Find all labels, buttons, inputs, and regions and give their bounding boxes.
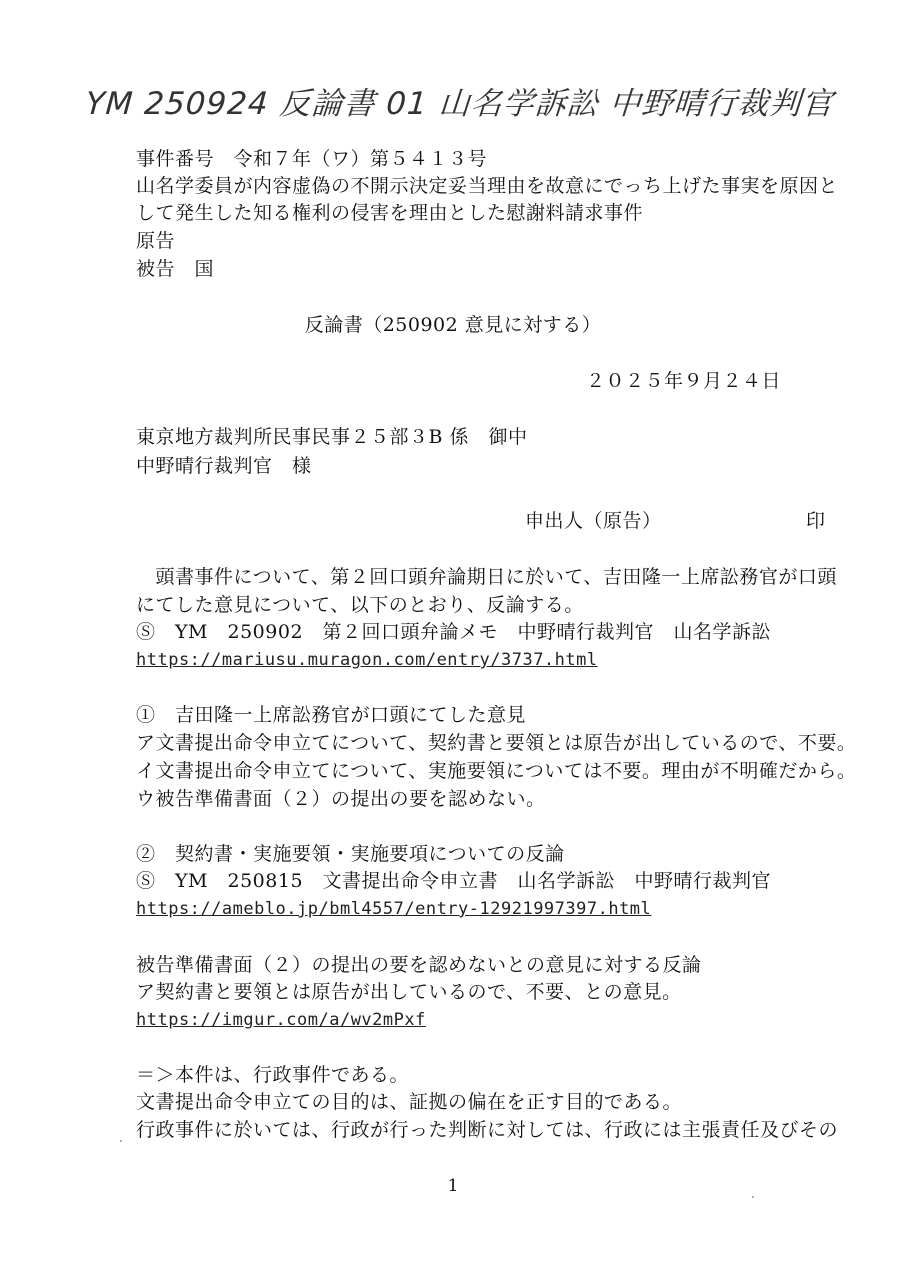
body-line-2: 文書提出命令申立ての目的は、証拠の偏在を正す目的である。: [136, 1091, 683, 1113]
section-1-heading: ① 吉田隆一上席訟務官が口頭にてした意見: [136, 704, 527, 726]
scan-speck: [752, 1196, 754, 1198]
case-number: 事件番号 令和７年（ワ）第５４１３号: [136, 148, 488, 170]
reference-1-text: Ⓢ YM 250902 第２回口頭弁論メモ 中野晴行裁判官 山名学訴訟: [136, 621, 772, 643]
section-3-item-a: ア契約書と要領とは原告が出しているので、不要、との意見。: [136, 981, 682, 1003]
page-number: 1: [447, 1176, 459, 1196]
addressee-judge: 中野晴行裁判官 様: [136, 455, 312, 477]
section-2-heading: ② 契約書・実施要領・実施要項についての反論: [136, 843, 565, 865]
section-2-reference-text: Ⓢ YM 250815 文書提出命令申立書 山名学訴訟 中野晴行裁判官: [136, 870, 772, 892]
case-name-line-2: して発生した知る権利の侵害を理由とした慰謝料請求事件: [136, 202, 644, 224]
addressee-court: 東京地方裁判所民事民事２５部３B 係 御中: [136, 426, 528, 448]
scan-speck: [120, 1140, 122, 1142]
document-date: ２０２５年９月２４日: [586, 370, 782, 392]
reference-1-link[interactable]: https://mariusu.muragon.com/entry/3737.html: [136, 650, 598, 670]
case-name-line-1: 山名学委員が内容虚偽の不開示決定妥当理由を故意にでっち上げた事実を原因と: [136, 175, 839, 197]
document-title: 反論書（250902 意見に対する）: [304, 314, 602, 336]
plaintiff-label: 原告: [136, 230, 176, 252]
handwritten-title: YM 250924 反論書 01 山名学訴訟 中野晴行裁判官: [84, 86, 835, 122]
applicant-label: 申出人（原告）: [525, 510, 662, 532]
body-line-1: ＝＞本件は、行政事件である。: [136, 1064, 410, 1086]
section-3-heading: 被告準備書面（２）の提出の要を認めないとの意見に対する反論: [136, 954, 702, 976]
section-1-item-u: ウ被告準備書面（２）の提出の要を認めない。: [136, 788, 546, 810]
intro-line-2: にてした意見について、以下のとおり、反論する。: [136, 594, 584, 616]
section-1-item-a: ア文書提出命令申立てについて、契約書と要領とは原告が出しているので、不要。: [136, 732, 857, 754]
defendant-label: 被告 国: [136, 258, 215, 280]
seal-mark: 印: [806, 510, 826, 532]
section-1-item-i: イ文書提出命令申立てについて、実施要領については不要。理由が不明確だから。: [136, 760, 857, 782]
intro-line-1: 頭書事件について、第２回口頭弁論期日に於いて、吉田隆一上席訟務官が口頭: [136, 566, 837, 588]
section-3-link[interactable]: https://imgur.com/a/wv2mPxf: [136, 1010, 426, 1030]
section-2-reference-link[interactable]: https://ameblo.jp/bml4557/entry-12921997397.html: [136, 899, 652, 919]
body-line-3: 行政事件に於いては、行政が行った判断に対しては、行政には主張責任及びその: [136, 1119, 839, 1141]
